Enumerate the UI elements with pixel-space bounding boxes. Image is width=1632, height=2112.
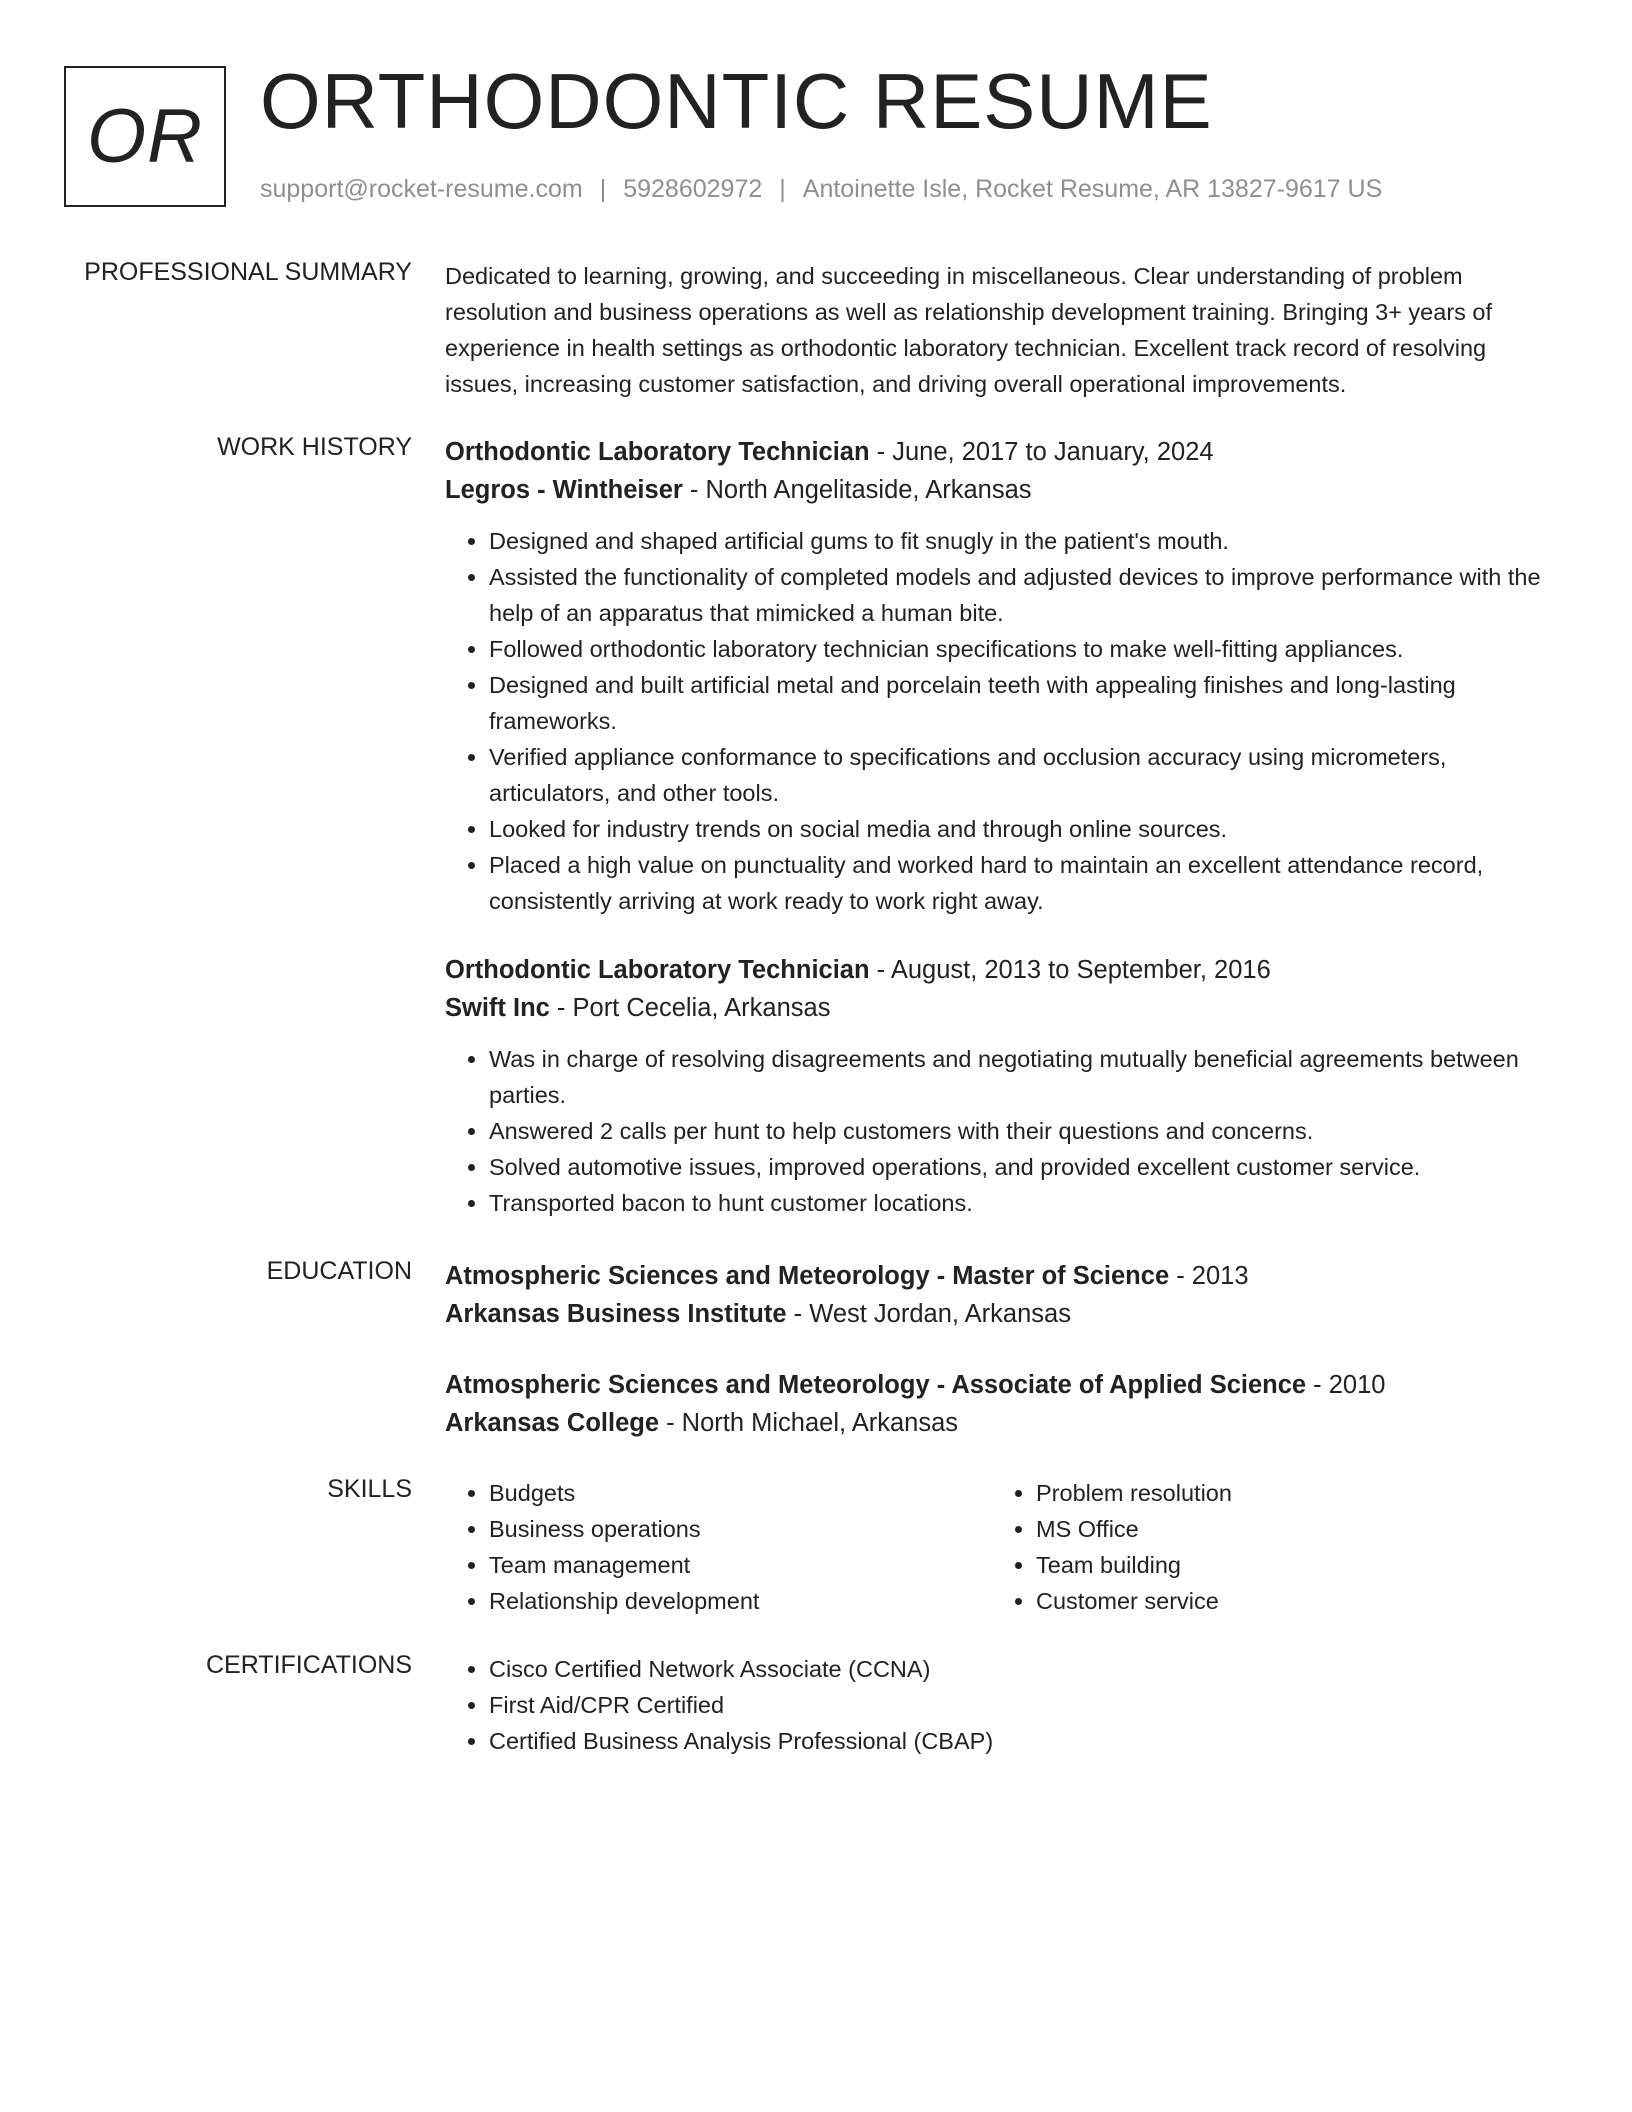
education-degree-line bbox=[445, 1257, 1555, 1295]
education-school-line bbox=[445, 1295, 1555, 1333]
contact-address: Antoinette Isle, Rocket Resume, AR 13827-9617 US bbox=[802, 175, 1383, 203]
job-company-line bbox=[445, 471, 1555, 509]
job-dates: - June, 2017 to January, 2024 bbox=[869, 438, 1214, 466]
list-item: • Budgets bbox=[489, 1475, 992, 1511]
list-item: • Designed and built artificial metal and porcelain teeth with appealing finishes and long-lasting frameworks. bbox=[489, 667, 1555, 739]
skills-list-left bbox=[445, 1475, 992, 1619]
job-company-line bbox=[445, 989, 1555, 1027]
monogram-logo: OR bbox=[64, 66, 226, 207]
list-item: • Followed orthodontic laboratory technician specifications to make well-fitting appliances. bbox=[489, 631, 1555, 667]
list-item: • First Aid/CPR Certified bbox=[489, 1687, 1555, 1723]
job-company: Legros - Wintheiser bbox=[445, 476, 683, 504]
skills-list-right bbox=[992, 1475, 1539, 1619]
education-entry bbox=[445, 1366, 1555, 1442]
list-item: • Relationship development bbox=[489, 1583, 992, 1619]
education-year: - 2010 bbox=[1306, 1371, 1386, 1399]
certifications-body bbox=[445, 1651, 1555, 1759]
list-item: • Designed and shaped artificial gums to fit snugly in the patient's mouth. bbox=[489, 523, 1555, 559]
section-label-summary: PROFESSIONAL SUMMARY bbox=[84, 258, 412, 286]
job-title: Orthodontic Laboratory Technician bbox=[445, 438, 870, 466]
list-item: • Placed a high value on punctuality and worked hard to maintain an excellent attendance record, consistently arriving at work ready to work right away. bbox=[489, 847, 1555, 919]
list-item: • Business operations bbox=[489, 1511, 992, 1547]
page-title: ORTHODONTIC RESUME bbox=[260, 57, 1213, 145]
contact-separator: | bbox=[599, 175, 607, 203]
education-year: - 2013 bbox=[1169, 1262, 1249, 1290]
job-company: Swift Inc bbox=[445, 994, 550, 1022]
education-location: - North Michael, Arkansas bbox=[659, 1409, 959, 1437]
job-duties-list bbox=[445, 523, 1555, 919]
list-item: • Transported bacon to hunt customer locations. bbox=[489, 1185, 1555, 1221]
education-degree: Atmospheric Sciences and Meteorology - Associate of Applied Science bbox=[445, 1371, 1307, 1399]
summary-text: Dedicated to learning, growing, and succeeding in miscellaneous. Clear understanding of problem resolution and business operations as well as relationship development training. Bringing 3+ years of experience in health settings as orthodontic laboratory technician. Excellent track record of resolving issues, increasing customer satisfaction, and driving overall operational improvements. bbox=[445, 263, 1493, 397]
list-item: • Team building bbox=[1036, 1547, 1539, 1583]
list-item: • Team management bbox=[489, 1547, 992, 1583]
education-entry bbox=[445, 1257, 1555, 1333]
list-item: • Solved automotive issues, improved operations, and provided excellent customer service. bbox=[489, 1149, 1555, 1185]
list-item: • Verified appliance conformance to specifications and occlusion accuracy using micrometers, articulators, and other tools. bbox=[489, 739, 1555, 811]
job-location: - Port Cecelia, Arkansas bbox=[549, 994, 831, 1022]
skills-grid bbox=[445, 1475, 1555, 1619]
list-item: • Was in charge of resolving disagreements and negotiating mutually beneficial agreements between parties. bbox=[489, 1041, 1555, 1113]
job-duties-list bbox=[445, 1041, 1555, 1221]
education-school: Arkansas Business Institute bbox=[445, 1300, 787, 1328]
list-item: • Answered 2 calls per hunt to help customers with their questions and concerns. bbox=[489, 1113, 1555, 1149]
job-title-line bbox=[445, 951, 1555, 989]
list-item: • Customer service bbox=[1036, 1583, 1539, 1619]
section-label-skills: SKILLS bbox=[327, 1475, 412, 1503]
job-entry bbox=[445, 951, 1555, 1221]
education-degree: Atmospheric Sciences and Meteorology - Master of Science bbox=[445, 1262, 1170, 1290]
job-location: - North Angelitaside, Arkansas bbox=[682, 476, 1032, 504]
list-item: • Assisted the functionality of completed models and adjusted devices to improve performance with the help of an apparatus that mimicked a human bite. bbox=[489, 559, 1555, 631]
job-title-line bbox=[445, 433, 1555, 471]
job-title: Orthodontic Laboratory Technician bbox=[445, 956, 870, 984]
section-label-work-history: WORK HISTORY bbox=[217, 433, 412, 461]
contact-phone: 5928602972 bbox=[623, 175, 763, 203]
education-location: - West Jordan, Arkansas bbox=[786, 1300, 1071, 1328]
contact-line bbox=[260, 175, 1382, 204]
education-school: Arkansas College bbox=[445, 1409, 660, 1437]
skills-body bbox=[445, 1475, 1555, 1619]
job-dates: - August, 2013 to September, 2016 bbox=[869, 956, 1271, 984]
list-item: • Problem resolution bbox=[1036, 1475, 1539, 1511]
education-school-line bbox=[445, 1404, 1555, 1442]
job-entry bbox=[445, 433, 1555, 919]
work-history-body bbox=[445, 433, 1555, 1221]
contact-email[interactable]: support@rocket-resume.com bbox=[260, 175, 583, 203]
certifications-list bbox=[445, 1651, 1555, 1759]
summary-body bbox=[445, 258, 1555, 402]
education-degree-line bbox=[445, 1366, 1555, 1404]
section-label-certifications: CERTIFICATIONS bbox=[205, 1651, 412, 1679]
education-body bbox=[445, 1257, 1555, 1442]
list-item: • Looked for industry trends on social media and through online sources. bbox=[489, 811, 1555, 847]
list-item: • Cisco Certified Network Associate (CCNA) bbox=[489, 1651, 1555, 1687]
list-item: • Certified Business Analysis Professional (CBAP) bbox=[489, 1723, 1555, 1759]
contact-separator: | bbox=[779, 175, 786, 203]
list-item: • MS Office bbox=[1036, 1511, 1539, 1547]
section-label-education: EDUCATION bbox=[266, 1257, 412, 1285]
